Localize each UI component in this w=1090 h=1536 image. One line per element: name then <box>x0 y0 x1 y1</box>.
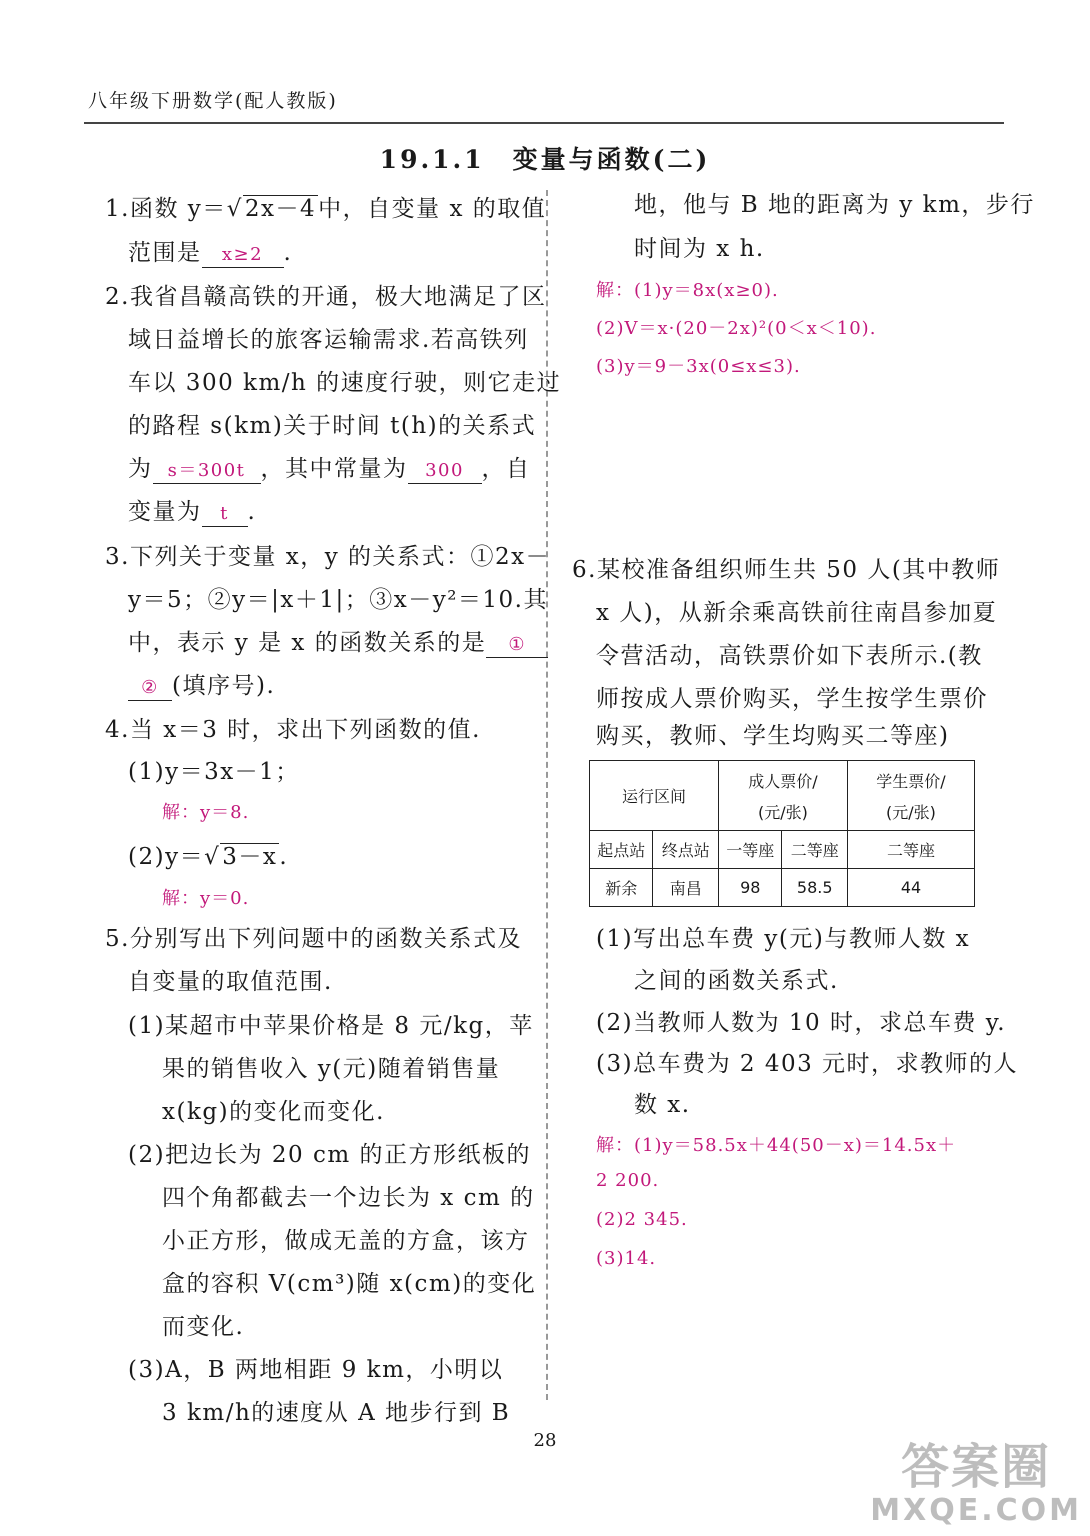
q2-line1: 2.我省昌赣高铁的开通，极大地满足了区 <box>105 284 547 310</box>
q4-line1: 4.当 x＝3 时，求出下列函数的值. <box>105 717 481 743</box>
q4-sqrt-symbol: √ <box>204 844 221 870</box>
q6-sub2: (2)当教师人数为 10 时，求总车费 y. <box>596 1010 1007 1036</box>
q6-line5: 购买，教师、学生均购买二等座) <box>596 723 950 749</box>
q2-line3: 车以 300 km/h 的速度行驶，则它走过 <box>128 370 562 396</box>
q5-s1-line3: x(kg)的变化而变化. <box>162 1099 385 1125</box>
q6-line4: 师按成人票价购买，学生按学生票价 <box>596 686 988 712</box>
th-student-label: 学生票价/ <box>876 771 946 791</box>
th-adult-label: 成人票价/ <box>748 771 818 791</box>
q1-line2-text: 范围是 <box>128 240 202 266</box>
q4-p2-pre: (2)y＝ <box>128 844 205 870</box>
q6-sub1-line2: 之间的函数关系式. <box>634 968 839 994</box>
q4-answer1: 解：y＝8. <box>162 802 250 823</box>
q5-s2-line2: 四个角都截去一个边长为 x cm 的 <box>162 1185 535 1211</box>
q6-line2: x 人)，从新余乘高铁前往南昌参加夏 <box>596 600 998 626</box>
q2-l6-end: . <box>247 499 257 525</box>
q1-sqrt-symbol: √ <box>226 196 243 222</box>
cell-student-second-price: 44 <box>848 869 975 907</box>
q4-radicand: 3－x <box>222 844 278 870</box>
q3-answer-blank-a: ① <box>486 633 548 658</box>
q5-s3-line3: 地，他与 B 地的距离为 y km，步行 <box>634 192 1035 218</box>
q2-answer-blank-2: 300 <box>408 459 482 484</box>
q3-l4-end: (填序号). <box>172 673 276 699</box>
th-range: 运行区间 <box>590 761 719 831</box>
q1-line2 <box>128 238 292 268</box>
q5-line2: 自变量的取值范围. <box>128 969 333 995</box>
q1-line1 <box>105 194 546 224</box>
q5-s1-line1: (1)某超市中苹果价格是 8 元/kg，苹 <box>128 1013 534 1039</box>
watermark-url: MXQE.COM <box>870 1493 1082 1528</box>
th-start: 起点站 <box>590 831 653 869</box>
q2-l5-pre: 为 <box>128 456 153 482</box>
q5-s2-line4: 盒的容积 V(cm³)随 x(cm)的变化 <box>162 1271 537 1297</box>
q6-answer1-cont: 2 200. <box>596 1170 660 1191</box>
th-student <box>848 761 975 831</box>
section-title: 19.1.1 变量与函数(二) <box>379 145 711 174</box>
q5-s2-line3: 小正方形，做成无盖的方盒，该方 <box>162 1228 530 1254</box>
q3-line3 <box>128 628 548 658</box>
q2-line4: 的路程 s(km)关于时间 t(h)的关系式 <box>128 413 537 439</box>
q6-answer1: 解：(1)y＝58.5x＋44(50－x)＝14.5x＋ <box>596 1135 957 1156</box>
q3-l3-pre: 中，表示 y 是 x 的函数关系的是 <box>128 630 487 656</box>
q4-part1: (1)y＝3x－1； <box>128 759 300 785</box>
q3-answer-blank-b: ② <box>128 676 172 701</box>
q3-line4 <box>128 671 275 701</box>
q2-l6-pre: 变量为 <box>128 499 202 525</box>
q6-line1: 6.某校准备组织师生共 50 人(其中教师 <box>572 557 1001 583</box>
q2-answer-blank-1: s＝300t <box>153 459 261 484</box>
q2-l5-end: ，自 <box>481 456 531 482</box>
q2-line6 <box>128 497 256 527</box>
q5-answer2: (2)V＝x·(20－2x)²(0＜x＜10). <box>596 318 877 339</box>
q6-answer3: (3)14. <box>596 1248 657 1269</box>
watermark-text: 答案圈 <box>901 1439 1052 1495</box>
q5-s3-line1: (3)A，B 两地相距 9 km，小明以 <box>128 1357 504 1383</box>
q6-sub1-line1: (1)写出总车费 y(元)与教师人数 x <box>596 926 971 952</box>
q6-line3: 令营活动，高铁票价如下表所示.(教 <box>596 643 983 669</box>
q1-radicand: 2x－4 <box>244 196 317 222</box>
q4-part2 <box>128 842 288 872</box>
q6-answer2: (2)2 345. <box>596 1209 688 1230</box>
th-student-unit: (元/张) <box>886 802 936 822</box>
th-second-class: 二等座 <box>782 831 848 869</box>
q5-s3-line2: 3 km/h的速度从 A 地步行到 B <box>162 1400 511 1426</box>
q1-prefix: 1.函数 y＝ <box>105 196 227 222</box>
q3-line2: y＝5；②y＝|x＋1|；③x－y²＝10.其 <box>128 587 548 613</box>
th-student-second-class: 二等座 <box>848 831 975 869</box>
q1-suffix: 中，自变量 x 的取值 <box>318 196 547 222</box>
q4-p2-end: . <box>279 844 289 870</box>
cell-second-price: 58.5 <box>782 869 848 907</box>
q2-line5 <box>128 454 531 484</box>
q5-s3-line4: 时间为 x h. <box>634 236 765 262</box>
watermark-logo <box>870 1441 1082 1528</box>
q6-sub3-line1: (3)总车费为 2 403 元时，求教师的人 <box>596 1051 1019 1077</box>
q5-s2-line5: 而变化. <box>162 1314 245 1340</box>
q5-s2-line1: (2)把边长为 20 cm 的正方形纸板的 <box>128 1142 531 1168</box>
header-rule <box>84 122 1004 124</box>
cell-first-price: 98 <box>719 869 782 907</box>
q3-line1: 3.下列关于变量 x，y 的关系式：①2x－ <box>105 544 551 570</box>
th-adult-unit: (元/张) <box>758 802 808 822</box>
q1-end: . <box>283 240 293 266</box>
th-adult <box>719 761 848 831</box>
q4-answer2: 解：y＝0. <box>162 888 250 909</box>
q2-l5-mid: ，其中常量为 <box>260 456 408 482</box>
q5-line1: 5.分别写出下列问题中的函数关系式及 <box>105 926 522 952</box>
q5-s1-line2: 果的销售收入 y(元)随着销售量 <box>162 1056 501 1082</box>
th-first-class: 一等座 <box>719 831 782 869</box>
q2-line2: 域日益增长的旅客运输需求.若高铁列 <box>128 327 529 353</box>
q6-sub3-line2: 数 x. <box>634 1092 691 1118</box>
cell-end: 南昌 <box>653 869 719 907</box>
q5-answer3: (3)y＝9－3x(0≤x≤3). <box>596 356 801 377</box>
q5-answer1: 解：(1)y＝8x(x≥0). <box>596 280 779 301</box>
page-number: 28 <box>533 1430 557 1451</box>
q1-answer-blank: x≥2 <box>202 243 284 268</box>
q2-answer-blank-3: t <box>202 502 248 527</box>
fare-table <box>589 760 975 907</box>
th-end: 终点站 <box>653 831 719 869</box>
cell-start: 新余 <box>590 869 653 907</box>
running-header: 八年级下册数学(配人教版) <box>88 90 338 112</box>
